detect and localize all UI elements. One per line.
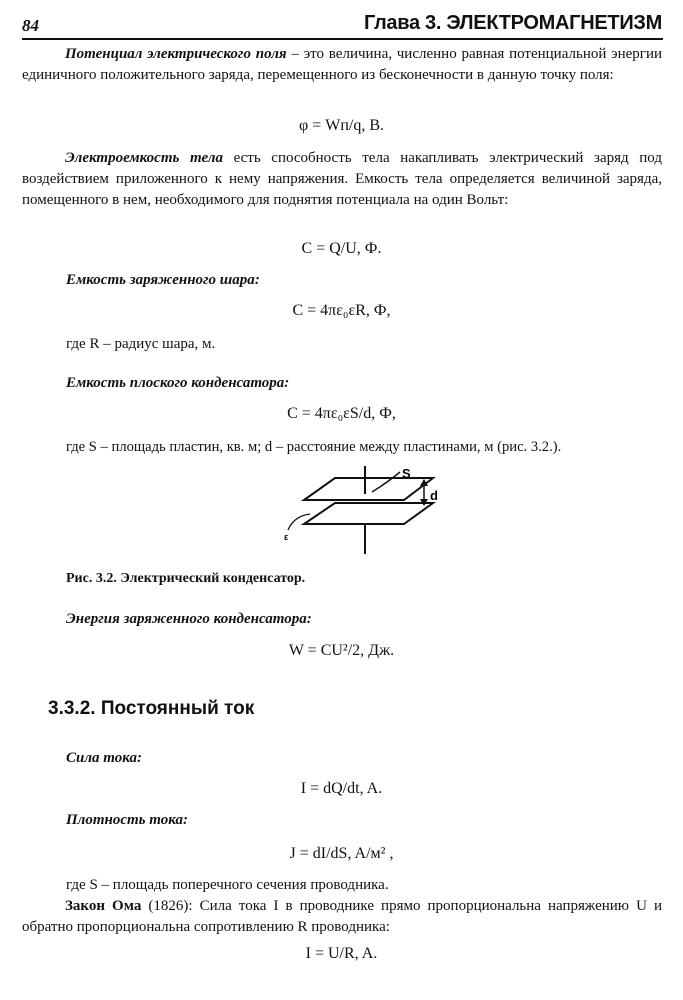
sphere-formula: C = 4πε₀εR, Ф, (292, 302, 391, 319)
figure-caption: Рис. 3.2. Электрический конденсатор. (66, 571, 306, 586)
ohm-text: (1826): Сила тока I в проводнике прямо пропорциональна напряжению U и обратно пропорциональна сопротивлению R проводника: (22, 898, 662, 935)
capacitance-formula: C = Q/U, Ф. (301, 240, 382, 257)
area-pointer (372, 472, 400, 492)
current-density-label-text: Плотность тока (66, 812, 183, 828)
sphere-label-text: Емкость заряженного шара (66, 272, 255, 288)
potential-formula: φ = Wп/q, В. (298, 117, 385, 134)
plate-capacitor-label: Емкость плоского конденсатора: (66, 375, 290, 391)
energy-label-text: Энергия заряженного конденсатора (66, 611, 307, 627)
potential-term: Потенциал электрического поля (65, 46, 287, 62)
ohm-law (22, 896, 662, 938)
current-label: Сила тока: (66, 750, 142, 766)
chapter-title: Глава 3. ЭЛЕКТРОМАГНЕТИЗМ (363, 12, 662, 34)
capacitor-diagram (280, 466, 450, 556)
capacitor-figure (280, 466, 450, 556)
capacitance-text: есть способность тела накапливать электрический заряд под воздействием приложенного к нему напряжения. Емкость тела определяется величиной заряда, помещенного в нем, необходимого для поднятия потенциала на один Вольт: (22, 150, 663, 208)
ohm-term: Закон Ома (65, 898, 142, 914)
current-density-note: где S – площадь поперечного сечения проводника. (66, 877, 389, 893)
top-plate (304, 478, 433, 500)
current-density-label: Плотность тока: (66, 812, 188, 828)
page-header (22, 10, 662, 38)
page-number: 84 (22, 16, 39, 35)
capacitance-term: Электроемкость тела (65, 150, 223, 166)
current-density-formula: J = dI/dS, A/м² , (289, 845, 394, 862)
energy-formula: W = CU²/2, Дж. (288, 642, 395, 659)
sphere-label: Емкость заряженного шара: (66, 272, 260, 288)
permittivity-label: ε (284, 532, 289, 542)
current-formula: I = dQ/dt, A. (300, 780, 383, 797)
area-label: S (402, 466, 411, 481)
plate-capacitor-note: где S – площадь пластин, кв. м; d – расстояние между пластинами, м (рис. 3.2.). (66, 439, 562, 455)
potential-definition (22, 44, 662, 86)
plate-capacitor-label-text: Емкость плоского конденсатора (66, 375, 285, 391)
sphere-note: где R – радиус шара, м. (66, 336, 216, 352)
section-heading: 3.3.2. Постоянный ток (48, 698, 255, 719)
potential-text: – это величина, численно равная потенциальной энергии единичного положительного заряда, перемещенного из бесконечности в данную точку поля: (22, 46, 662, 83)
distance-label: d (430, 488, 438, 503)
plate-capacitor-formula: C = 4πε₀εS/d, Ф, (287, 405, 396, 422)
current-label-text: Сила тока (66, 750, 137, 766)
bottom-plate (304, 503, 433, 524)
capacitance-definition (22, 148, 662, 211)
ohm-formula: I = U/R, A. (305, 945, 378, 962)
header-rule (22, 38, 663, 40)
energy-label: Энергия заряженного конденсатора: (66, 611, 312, 627)
